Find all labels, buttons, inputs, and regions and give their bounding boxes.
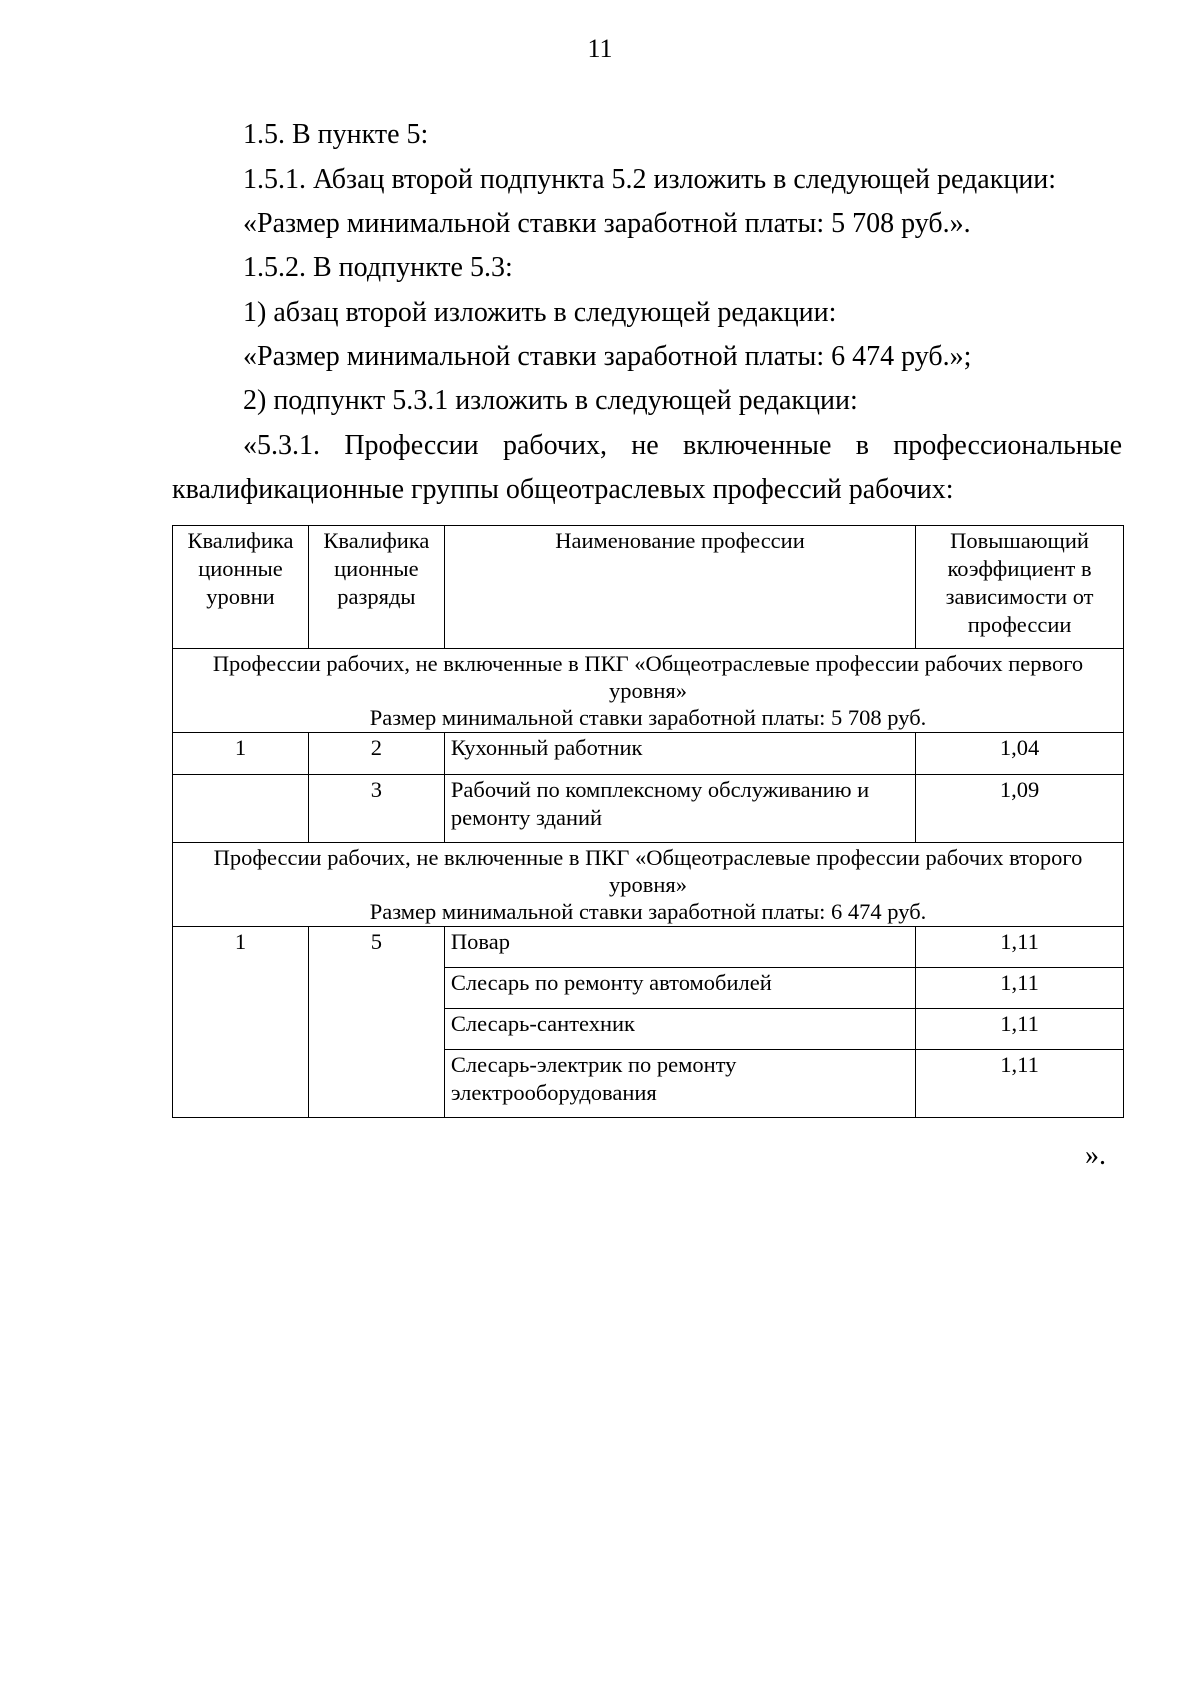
paragraph-8-line-1: «5.3.1. Профессии рабочих, не включенные в профессиональные: [243, 430, 1122, 461]
group-2-title: Профессии рабочих, не включенные в ПКГ «Общеотраслевые профессии рабочих второго уровня»: [213, 845, 1083, 897]
paragraph-6: «Размер минимальной ставки заработной платы: 6 474 руб.»;: [243, 341, 972, 372]
group-2-salary: Размер минимальной ставки заработной платы: 6 474 руб.: [369, 899, 927, 924]
table-header-row: [173, 526, 1124, 649]
row-level: 1: [173, 733, 309, 775]
paragraph-8-line-2: квалификационные группы общеотраслевых профессий рабочих:: [172, 474, 954, 505]
paragraph-3: «Размер минимальной ставки заработной платы: 5 708 руб.».: [243, 208, 971, 239]
paragraph-5: 1) абзац второй изложить в следующей редакции:: [243, 297, 837, 328]
row-grade: 3: [308, 775, 444, 843]
table-row: [173, 927, 1124, 968]
professions-table: [172, 525, 1124, 1118]
header-qualification-grades: Квалифика ционные разряды: [308, 526, 444, 649]
paragraph-7: 2) подпункт 5.3.1 изложить в следующей редакции:: [243, 385, 858, 416]
group-2-header-row: [173, 843, 1124, 927]
group-1-title: Профессии рабочих, не включенные в ПКГ «Общеотраслевые профессии рабочих первого уровня»: [212, 651, 1084, 703]
group-1-header: [173, 649, 1124, 733]
row-profession: Слесарь по ремонту автомобилей: [444, 968, 915, 1009]
table-row: [173, 733, 1124, 775]
row-coefficient: 1,11: [916, 1009, 1124, 1050]
row-profession: Кухонный работник: [444, 733, 915, 775]
header-qualification-levels: Квалифика ционные уровни: [173, 526, 309, 649]
row-level: [173, 775, 309, 843]
row-coefficient: 1,09: [916, 775, 1124, 843]
group-1-salary: Размер минимальной ставки заработной платы: 5 708 руб.: [369, 705, 927, 730]
row-grade: 5: [308, 927, 444, 1118]
row-grade: 2: [308, 733, 444, 775]
row-profession: Слесарь-сантехник: [444, 1009, 915, 1050]
row-profession: Слесарь-электрик по ремонту электрооборудования: [444, 1050, 915, 1118]
table-row: [173, 775, 1124, 843]
group-1-header-row: [173, 649, 1124, 733]
row-coefficient: 1,11: [916, 1050, 1124, 1118]
row-profession: Повар: [444, 927, 915, 968]
group-2-header: [173, 843, 1124, 927]
row-coefficient: 1,04: [916, 733, 1124, 775]
row-level: 1: [173, 927, 309, 1118]
header-coefficient: Повышающий коэффициент в зависимости от профессии: [916, 526, 1124, 649]
closing-quote: ».: [1085, 1140, 1106, 1171]
page-number: 11: [587, 34, 613, 63]
row-coefficient: 1,11: [916, 927, 1124, 968]
paragraph-1: 1.5. В пункте 5:: [243, 119, 429, 150]
header-profession-name: Наименование профессии: [444, 526, 915, 649]
row-profession: Рабочий по комплексному обслуживанию и ремонту зданий: [444, 775, 915, 843]
paragraph-2: 1.5.1. Абзац второй подпункта 5.2 изложить в следующей редакции:: [243, 164, 1057, 195]
row-coefficient: 1,11: [916, 968, 1124, 1009]
paragraph-4: 1.5.2. В подпункте 5.3:: [243, 252, 513, 283]
